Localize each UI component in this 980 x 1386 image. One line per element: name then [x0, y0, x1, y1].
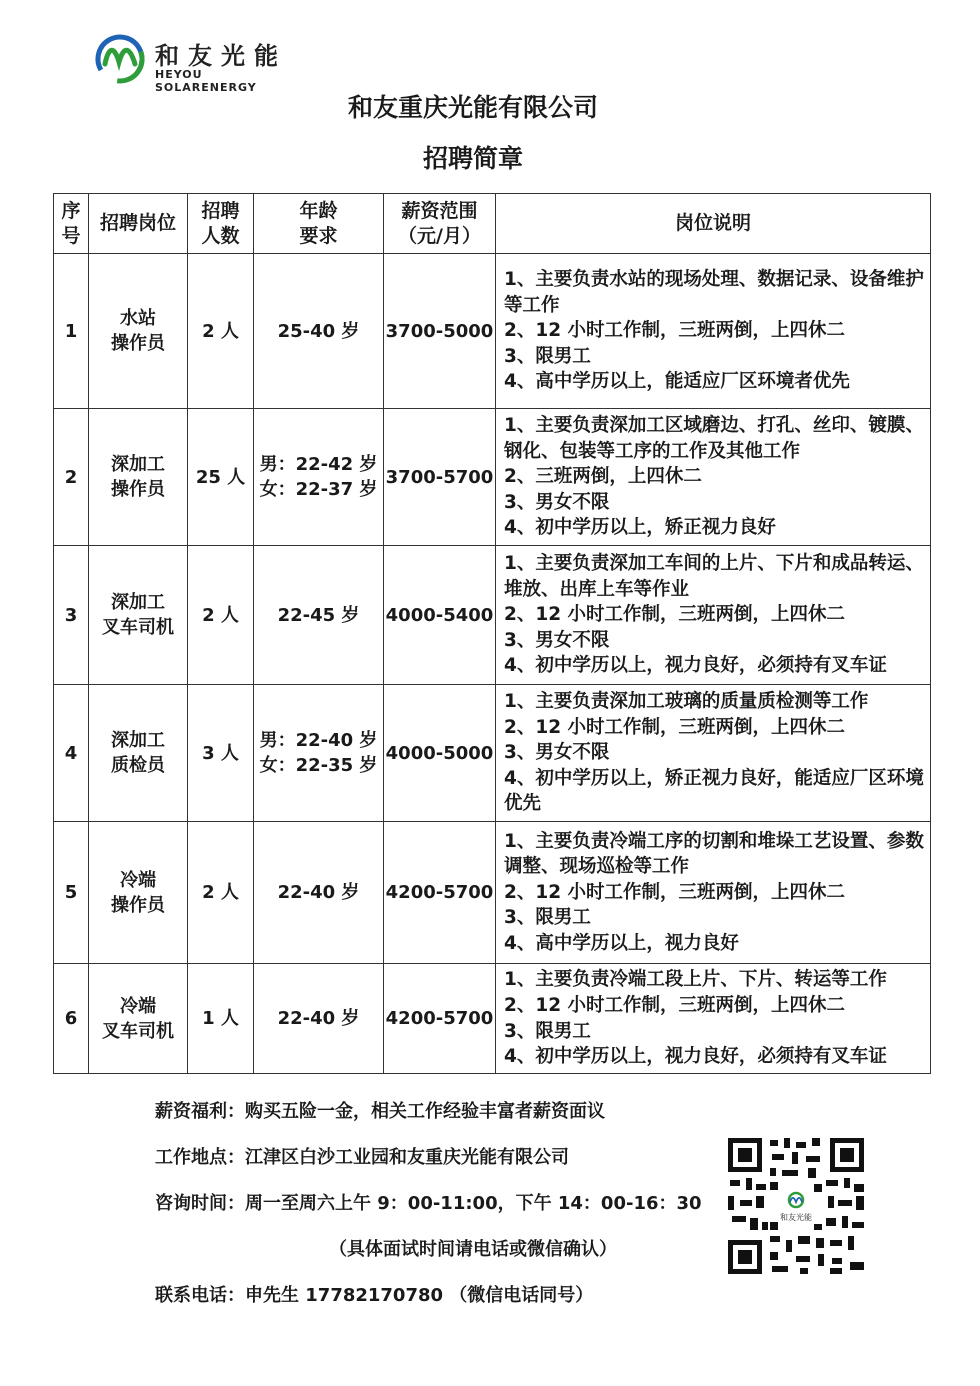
- row-age: 22-40 岁: [254, 822, 384, 964]
- row-description: 1、主要负责深加工玻璃的质量质检测等工作 2、12 小时工作制，三班两倒，上四休二 3、男女不限 4、初中学历以上，矫正视力良好，能适应厂区环境优先: [496, 685, 931, 822]
- row-seq: 1: [54, 254, 89, 409]
- row-seq: 2: [54, 409, 89, 546]
- row-age: 男：22-40 岁 女：22-35 岁: [254, 685, 384, 822]
- table-row: [54, 409, 931, 546]
- table-row: [54, 685, 931, 822]
- row-seq: 3: [54, 546, 89, 685]
- header-position: 招聘岗位: [89, 194, 188, 254]
- row-count: 3 人: [188, 685, 254, 822]
- heyou-logo-icon: [95, 34, 145, 84]
- table-row: [54, 254, 931, 409]
- header-seq: 序 号: [54, 194, 89, 254]
- qr-center-label: 和友光能: [780, 1213, 812, 1222]
- row-salary: 3700-5000: [384, 254, 496, 409]
- row-salary: 3700-5700: [384, 409, 496, 546]
- row-seq: 4: [54, 685, 89, 822]
- logo-chinese-name: 和友光能: [155, 42, 287, 70]
- row-position: 冷端 叉车司机: [89, 964, 188, 1074]
- table-row: [54, 822, 931, 964]
- row-description: 1、主要负责深加工车间的上片、下片和成品转运、堆放、出库上车等作业 2、12 小时工作制，三班两倒，上四休二 3、男女不限 4、初中学历以上，视力良好，必须持有叉车证: [496, 546, 931, 685]
- header-description: 岗位说明: [496, 194, 931, 254]
- row-seq: 6: [54, 964, 89, 1074]
- document-title: 招聘简章: [422, 144, 523, 173]
- row-count: 1 人: [188, 964, 254, 1074]
- company-name: 和友重庆光能有限公司: [347, 93, 598, 122]
- row-description: 1、主要负责冷端工段上片、下片、转运等工作 2、12 小时工作制，三班两倒，上四休二 3、限男工 4、初中学历以上，视力良好，必须持有叉车证: [496, 964, 931, 1074]
- logo-english-name: HEYOU SOLARENERGY: [155, 68, 257, 94]
- row-description: 1、主要负责冷端工序的切割和堆垛工艺设置、参数调整、现场巡检等工作 2、12 小时工作制，三班两倒，上四休二 3、限男工 4、高中学历以上，视力良好: [496, 822, 931, 964]
- row-count: 25 人: [188, 409, 254, 546]
- benefits-text: 薪资福利：购买五险一金，相关工作经验丰富者薪资面议: [155, 1101, 605, 1122]
- row-salary: 4000-5000: [384, 685, 496, 822]
- header-age: 年龄 要求: [254, 194, 384, 254]
- table-header-row: [54, 194, 931, 254]
- header-salary: 薪资范围 （元/月）: [384, 194, 496, 254]
- row-description: 1、主要负责深加工区域磨边、打孔、丝印、镀膜、钢化、包装等工序的工作及其他工作 2、三班两倒，上四休二 3、男女不限 4、初中学历以上，矫正视力良好: [496, 409, 931, 546]
- table-row: [54, 546, 931, 685]
- row-age: 25-40 岁: [254, 254, 384, 409]
- row-age: 22-45 岁: [254, 546, 384, 685]
- row-seq: 5: [54, 822, 89, 964]
- row-salary: 4200-5700: [384, 822, 496, 964]
- row-salary: 4000-5400: [384, 546, 496, 685]
- contact-text: 联系电话：申先生 17782170780 （微信电话同号）: [155, 1285, 594, 1306]
- hours-text: 咨询时间：周一至周六上午 9：00-11:00，下午 14：00-16：30: [155, 1193, 702, 1214]
- location-text: 工作地点：江津区白沙工业园和友重庆光能有限公司: [155, 1147, 569, 1168]
- row-position: 深加工 质检员: [89, 685, 188, 822]
- table-row: [54, 964, 931, 1074]
- recruitment-table: [53, 193, 931, 1074]
- row-position: 冷端 操作员: [89, 822, 188, 964]
- company-logo: [95, 34, 305, 94]
- row-description: 1、主要负责水站的现场处理、数据记录、设备维护等工作 2、12 小时工作制，三班两倒，上四休二 3、限男工 4、高中学历以上，能适应厂区环境者优先: [496, 254, 931, 409]
- row-count: 2 人: [188, 546, 254, 685]
- row-position: 水站 操作员: [89, 254, 188, 409]
- row-age: 22-40 岁: [254, 964, 384, 1074]
- row-position: 深加工 操作员: [89, 409, 188, 546]
- row-count: 2 人: [188, 822, 254, 964]
- interview-note: （具体面试时间请电话或微信确认）: [329, 1239, 617, 1260]
- row-age: 男：22-42 岁 女：22-37 岁: [254, 409, 384, 546]
- row-salary: 4200-5700: [384, 964, 496, 1074]
- row-position: 深加工 叉车司机: [89, 546, 188, 685]
- row-count: 2 人: [188, 254, 254, 409]
- wechat-qr-code-icon[interactable]: [726, 1136, 866, 1276]
- header-count: 招聘 人数: [188, 194, 254, 254]
